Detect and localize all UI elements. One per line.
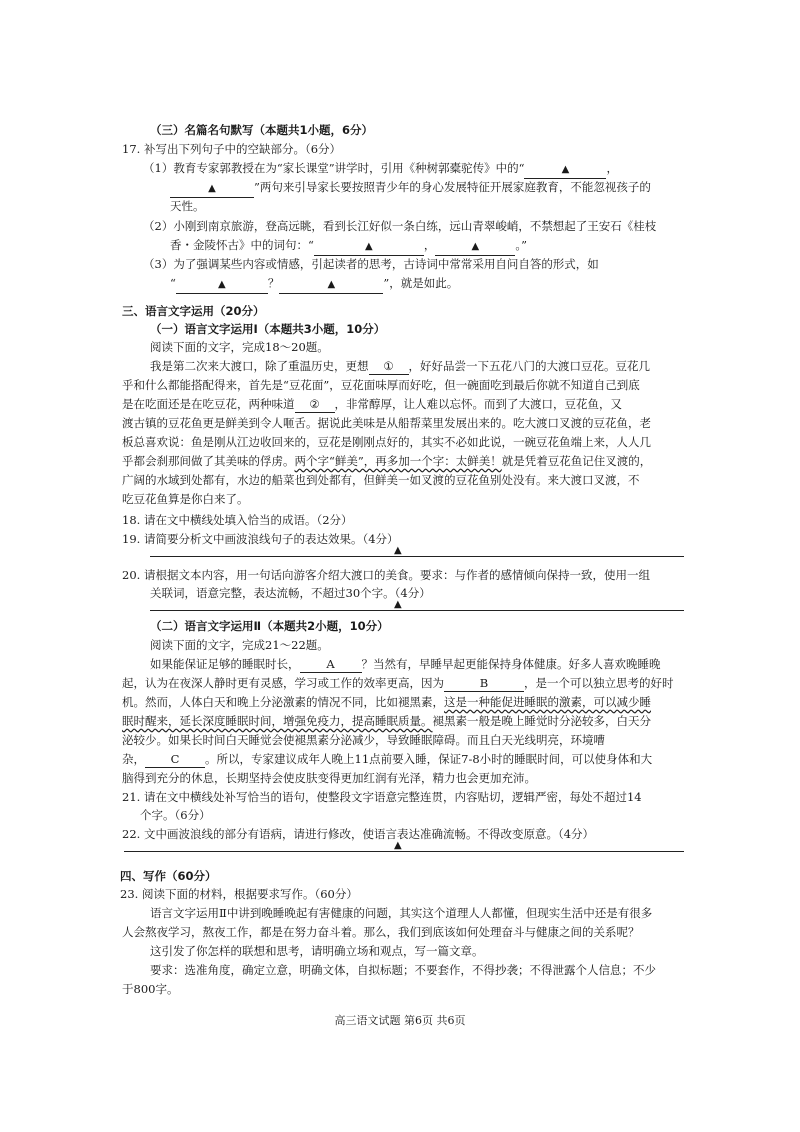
- page-footer: 高三语文试题 第6页 共6页: [334, 1014, 466, 1027]
- material-line: 人会熬夜学习，熬夜工作，都是在努力奋斗着。那么，我们到底该如何处理奋斗与健康之间的关系呢？: [122, 925, 640, 939]
- blank-1[interactable]: ①: [369, 358, 409, 375]
- passage2-line: 脑得到充分的休息，长期坚持会使皮肤变得更加红润有光泽，精力也会更加充沛。: [122, 771, 536, 785]
- part2-intro: 阅读下面的文字，完成21～22题。: [150, 638, 329, 652]
- passage2-line: 杂， C 。所以，专家建议成年人晚上11点前要入睡，保证7-8小时的睡眠时间，可以使身体和大: [122, 752, 653, 766]
- passage2-line: 起，认为在夜深人静时更有灵感，学习或工作的效率更高，因为 B ，是一个可以独立思考的好时: [122, 676, 674, 690]
- part1-heading: （一）语言文字运用Ⅰ（本题共3小题，10分）: [150, 322, 386, 336]
- answer-blank[interactable]: ▲: [176, 275, 268, 294]
- blank-C[interactable]: C: [145, 751, 205, 768]
- question-18: 18. 请在文中横线处填入恰当的成语。（2分）: [122, 513, 353, 527]
- question-17-1-line2: ▲ ”两句来引导家长要按照青少年的身心发展特征开展家庭教育，不能忽视孩子的: [170, 179, 651, 198]
- question-17-1-line3: 天性。: [170, 199, 205, 213]
- part2-heading: （二）语言文字运用Ⅱ（本题共2小题，10分）: [150, 619, 389, 633]
- answer-blank[interactable]: ▲: [435, 237, 515, 256]
- answer-line-22[interactable]: [124, 851, 684, 852]
- passage1-line: 是在吃面还是在吃豆花，两种味道 ② ，非常醇厚，让人难以忘怀。而到了大渡口，豆花鱼，又: [122, 397, 622, 411]
- passage1-line: 我是第二次来大渡口，除了重温历史，更想 ① ，好好品尝一下五花八门的大渡口豆花。豆花几: [150, 359, 650, 373]
- question-22: 22. 文中画波浪线的部分有语病，请进行修改，使语言表达准确流畅。不得改变原意。（4分）: [122, 827, 595, 841]
- question-20-line1: 20. 请根据文本内容，用一句话向游客介绍大渡口的美食。要求：与作者的感情倾向保持一致，使用一组: [122, 568, 650, 582]
- section-heading-language: 三、语言文字运用（20分）: [122, 304, 265, 318]
- answer-line-19[interactable]: [150, 556, 684, 557]
- requirements-line: 于800字。: [122, 982, 179, 996]
- passage2-line: 眠时醒来，延长深度睡眠时间，增强免疫力，提高睡眠质量。褪黑素一般是晚上睡觉时分泌较多，白天分: [122, 714, 651, 728]
- wavy-underlined-part: 眠时醒来，延长深度睡眠时间，增强免疫力，提高睡眠质量。: [122, 714, 433, 728]
- passage1-line: 乎都会刹那间做了其美味的俘虏。两个字“鲜美”，再多加一个字：太鲜美！就是凭着豆花鱼记住叉渡的，: [122, 454, 652, 468]
- passage2-line: 如果能保证足够的睡眠时长， A ？当然有，早睡早起更能保持身体健康。好多人喜欢晚睡晚: [150, 657, 661, 671]
- question-23: 23. 阅读下面的材料，根据要求写作。（60分）: [120, 887, 358, 901]
- passage1-line: 板总喜欢说：鱼是刚从江边收回来的，豆花是刚刚点好的，其实不必如此说，一碗豆花鱼端上来，人人几: [122, 435, 651, 449]
- answer-blank[interactable]: ▲: [314, 237, 424, 256]
- blank-B[interactable]: B: [444, 675, 524, 692]
- question-19: 19. 请简要分析文中画波浪线句子的表达效果。（4分）: [122, 532, 399, 546]
- blank-2[interactable]: ②: [295, 396, 335, 413]
- question-17-1-line1: （1）教育专家郭教授在为“家长课堂”讲学时，引用《种树郭橐驼传》中的“ ▲ ，: [143, 160, 618, 179]
- passage2-line: 泌较少。如果长时间白天睡觉会使褪黑素分泌减少，导致睡眠障碍。而且白天光线明亮，环境嘈: [122, 733, 605, 747]
- section-heading-writing: 四、写作（60分）: [120, 869, 217, 883]
- wavy-underlined-sentence: 两个字“鲜美”，再多加一个字：太鲜美！: [294, 454, 502, 468]
- requirements-line: 要求：选准角度，确定立意，明确文体，自拟标题；不要套作，不得抄袭；不得泄露个人信息；不少: [150, 963, 656, 977]
- passage2-line: 机。然而，人体白天和晚上分泌激素的情况不同，比如褪黑素，这是一种能促进睡眠的激素，可以减少睡: [122, 695, 651, 709]
- answer-blank[interactable]: ▲: [524, 160, 606, 179]
- question-21-line1: 21. 请在文中横线处补写恰当的语句，使整段文字语意完整连贯，内容贴切，逻辑严密，每处不超过14: [122, 790, 642, 804]
- question-21-line2: 个字。（6分）: [140, 808, 211, 822]
- question-20-line2: 关联词，语意完整，表达流畅，不超过30个字。（4分）: [150, 586, 431, 600]
- wavy-underlined-part: 这是一种能促进睡眠的激素，可以减少睡: [444, 695, 651, 709]
- answer-marker: ▲: [394, 545, 402, 556]
- answer-line-20[interactable]: [150, 610, 684, 611]
- passage1-line: 渡古镇的豆花鱼更是鲜美到令人咂舌。据说此美味是从船帮菜里发展出来的。吃大渡口叉渡的豆花鱼，老: [122, 416, 651, 430]
- section-heading-recitation: （三）名篇名句默写（本题共1小题，6分）: [150, 123, 374, 137]
- question-17-2-line2: 香・金陵怀古》中的词句：“ ▲ ， ▲ 。”: [170, 237, 527, 256]
- material-line: 语言文字运用Ⅱ中讲到晚睡晚起有害健康的问题，其实这个道理人人都懂，但现实生活中还是有很多: [150, 906, 653, 920]
- answer-marker: ▲: [394, 840, 402, 851]
- part1-intro: 阅读下面的文字，完成18～20题。: [150, 340, 329, 354]
- answer-blank[interactable]: ▲: [279, 275, 383, 294]
- passage1-line: 吃豆花鱼算是你白来了。: [122, 492, 249, 506]
- blank-A[interactable]: A: [300, 656, 362, 673]
- question-17-3-line1: （3）为了强调某些内容或情感，引起读者的思考，古诗词中常常采用自问自答的形式，如: [143, 257, 599, 271]
- answer-marker: ▲: [394, 599, 402, 610]
- material-line: 这引发了你怎样的联想和思考，请明确立场和观点，写一篇文章。: [150, 944, 484, 958]
- answer-blank[interactable]: ▲: [170, 179, 254, 198]
- question-17: 17. 补写出下列句子中的空缺部分。（6分）: [122, 142, 342, 156]
- question-17-2-line1: （2）小刚到南京旅游，登高远眺，看到长江好似一条白练，远山青翠峻峭，不禁想起了王安石《桂枝: [143, 219, 657, 233]
- passage1-line: 广阔的水域到处都有，水边的船菜也到处都有，但鲜美一如叉渡的豆花鱼别处没有。来大渡口叉渡，不: [122, 473, 640, 487]
- passage1-line: 乎和什么都能搭配得来，首先是“豆花面”，豆花面味厚而好吃，但一碗面吃到最后你就不知道自己到底: [122, 378, 640, 392]
- question-17-3-line2: “ ▲ ？ ▲ ”，就是如此。: [170, 275, 458, 294]
